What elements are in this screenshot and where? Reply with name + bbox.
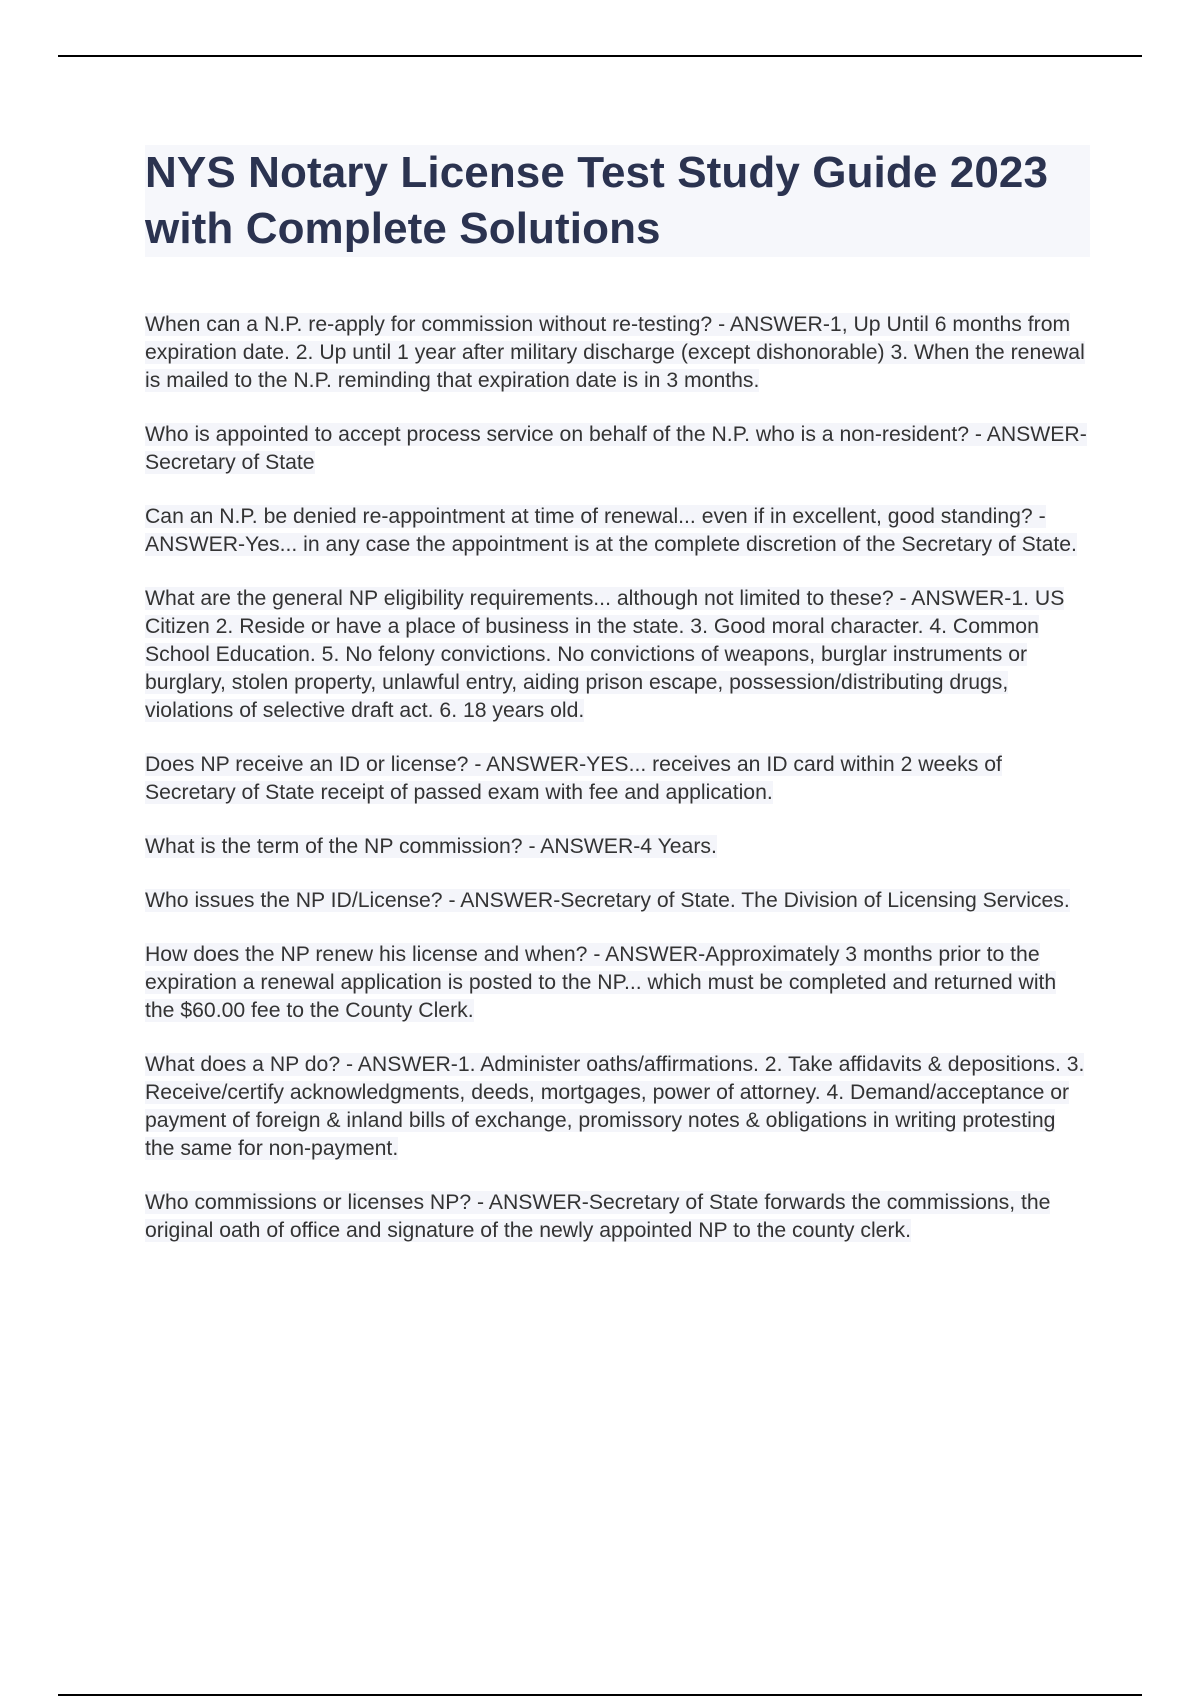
qa-text: How does the NP renew his license and when? - ANSWER-Approximately 3 months prior to the expiration a renewal application is posted to the NP... which must be completed and returned with the $60.00 fee to the County Clerk. — [145, 943, 1057, 1022]
qa-list — [145, 311, 1090, 1271]
qa-text: What are the general NP eligibility requirements... although not limited to these? - ANSWER-1. US Citizen 2. Reside or have a place of business in the state. 3. Good moral character. 4. Common School Education. 5. No felony convictions. No convictions of weapons, burglar instruments or burglary, stolen property, unlawful entry, aiding prison escape, possession/distributing drugs, violations of selective draft act. 6. 18 years old. — [145, 587, 1065, 722]
qa-text: Who issues the NP ID/License? - ANSWER-Secretary of State. The Division of Licensing Services. — [145, 889, 1070, 912]
qa-text: Does NP receive an ID or license? - ANSWER-YES... receives an ID card within 2 weeks of Secretary of State receipt of passed exam with fee and application. — [145, 753, 1002, 804]
qa-item — [145, 1051, 1090, 1163]
qa-text: Who commissions or licenses NP? - ANSWER-Secretary of State forwards the commissions, the original oath of office and signature of the newly appointed NP to the county clerk. — [145, 1191, 1051, 1242]
qa-item — [145, 311, 1090, 395]
qa-item — [145, 751, 1090, 807]
qa-item — [145, 585, 1090, 725]
qa-text: What is the term of the NP commission? - ANSWER-4 Years. — [145, 835, 717, 858]
qa-item — [145, 503, 1090, 559]
title-block — [145, 145, 1090, 257]
qa-item — [145, 887, 1090, 915]
qa-item — [145, 833, 1090, 861]
bottom-divider — [58, 1694, 1142, 1696]
qa-item — [145, 421, 1090, 477]
top-divider — [58, 55, 1142, 57]
qa-item — [145, 1189, 1090, 1245]
page-title: NYS Notary License Test Study Guide 2023 with Complete Solutions — [145, 148, 1049, 253]
qa-text: When can a N.P. re-apply for commission without re-testing? - ANSWER-1, Up Until 6 months from expiration date. 2. Up until 1 year after military discharge (except dishonorable) 3. When the renewal is mailed to the N.P. reminding that expiration date is in 3 months. — [145, 313, 1085, 392]
qa-text: Who is appointed to accept process service on behalf of the N.P. who is a non-resident? - ANSWER-Secretary of State — [145, 423, 1087, 474]
qa-item — [145, 941, 1090, 1025]
qa-text: What does a NP do? - ANSWER-1. Administer oaths/affirmations. 2. Take affidavits & depositions. 3. Receive/certify acknowledgments, deeds, mortgages, power of attorney. 4. Demand/acceptance or payment of foreign & inland bills of exchange, promissory notes & obligations in writing protesting the same for non-payment. — [145, 1053, 1085, 1160]
qa-text: Can an N.P. be denied re-appointment at time of renewal... even if in excellent, good standing? - ANSWER-Yes... in any case the appointment is at the complete discretion of the Secretary of State. — [145, 505, 1077, 556]
